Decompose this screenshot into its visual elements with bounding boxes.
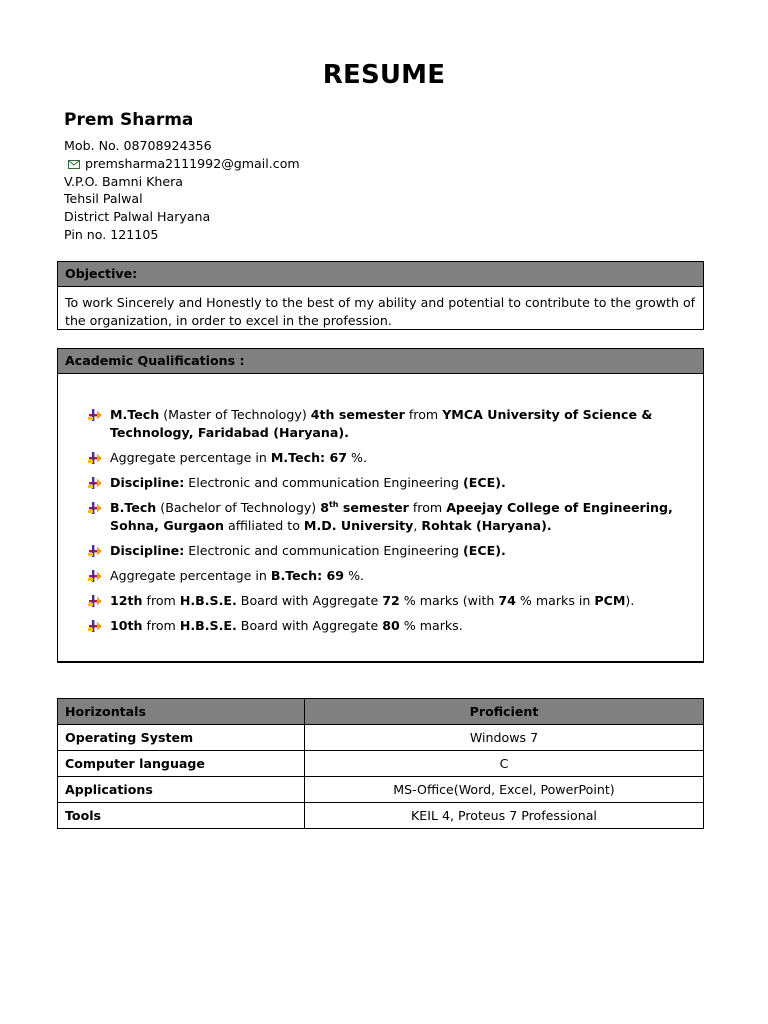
qualification-text: M.Tech: 67 (270, 450, 347, 465)
qualification-text: from (408, 500, 447, 515)
qualification-text: Electronic and communication Engineering (184, 543, 463, 558)
resume-title: RESUME (322, 60, 446, 90)
arrow-bullet-icon (88, 620, 102, 632)
qualification-item (88, 474, 689, 492)
arrow-bullet-icon (88, 452, 102, 464)
qualification-text: th (328, 499, 339, 509)
email-line (64, 155, 300, 173)
qualification-text: , (413, 518, 422, 533)
qualification-text: Discipline: (110, 543, 185, 558)
qualification-text: (Bachelor of Technology) (156, 500, 321, 515)
arrow-bullet-icon (88, 477, 102, 489)
row-value: C (305, 751, 704, 777)
qualification-text: (ECE). (463, 543, 506, 558)
qualification-text: semester (338, 500, 409, 515)
table-header-row (58, 699, 704, 725)
header-horizontals: Horizontals (58, 699, 305, 725)
qualification-text: % marks. (399, 618, 463, 633)
row-label: Computer language (58, 751, 305, 777)
academic-heading: Academic Qualifications : (58, 349, 703, 374)
arrow-bullet-icon (88, 595, 102, 607)
mobile-number: Mob. No. 08708924356 (64, 138, 212, 153)
qualification-text: %. (347, 450, 367, 465)
qualification-text: % marks (with (399, 593, 499, 608)
qualification-text: Discipline: (110, 475, 185, 490)
row-label: Applications (58, 777, 305, 803)
address-line-4: Pin no. 121105 (64, 226, 159, 242)
qualification-item (88, 542, 689, 560)
qualification-text: affiliated to (223, 518, 304, 533)
qualification-list (88, 406, 689, 642)
candidate-name: Prem Sharma (64, 110, 194, 130)
qualification-item (88, 449, 689, 467)
qualification-text: Aggregate percentage in (110, 450, 271, 465)
qualification-text: 74 (498, 593, 516, 608)
qualification-text: M.D. University (303, 518, 414, 533)
qualification-text: (Master of Technology) (159, 407, 311, 422)
skills-table (57, 698, 704, 829)
qualification-text: ). (625, 593, 635, 608)
qualification-text: 4th semester (310, 407, 405, 422)
row-label: Tools (58, 803, 305, 829)
envelope-icon (68, 160, 80, 169)
qualification-item (88, 406, 689, 442)
qualification-text: % marks in (515, 593, 595, 608)
qualification-text: Apeejay College of Engineering, Sohna, Gurgaon (110, 500, 673, 533)
header-proficient: Proficient (305, 699, 704, 725)
qualification-text: PCM (594, 593, 626, 608)
qualification-text: B.Tech (110, 500, 157, 515)
qualification-text: Board with Aggregate (236, 618, 383, 633)
qualification-text: H.B.S.E. (179, 618, 237, 633)
address-line-1: V.P.O. Bamni Khera (64, 173, 184, 189)
row-value: KEIL 4, Proteus 7 Professional (305, 803, 704, 829)
qualification-text: M.Tech (110, 407, 160, 422)
qualification-item (88, 617, 689, 635)
arrow-bullet-icon (88, 545, 102, 557)
academic-section (57, 348, 704, 663)
qualification-text: 10th (110, 618, 143, 633)
table-row (58, 777, 704, 803)
arrow-bullet-icon (88, 502, 102, 514)
qualification-item (88, 499, 689, 535)
objective-section (57, 261, 704, 330)
table-row (58, 751, 704, 777)
arrow-bullet-icon (88, 570, 102, 582)
qualification-item (88, 567, 689, 585)
qualification-text: from (404, 407, 443, 422)
qualification-text: 80 (382, 618, 400, 633)
qualification-text: B.Tech: 69 (270, 568, 345, 583)
address-line-3: District Palwal Haryana (64, 209, 211, 225)
address-line-2: Tehsil Palwal (64, 191, 143, 207)
qualification-text: Aggregate percentage in (110, 568, 271, 583)
table-row (58, 725, 704, 751)
row-label: Operating System (58, 725, 305, 751)
contact-block (64, 137, 300, 244)
qualification-text: H.B.S.E. (179, 593, 237, 608)
qualification-text: 12th (110, 593, 143, 608)
objective-text: To work Sincerely and Honestly to the best of my ability and potential to contribute to the growth of the organization, in order to excel in the profession. (65, 295, 696, 328)
arrow-bullet-icon (88, 409, 102, 421)
qualification-item (88, 592, 689, 610)
qualification-text: 72 (382, 593, 400, 608)
qualification-text: (ECE). (463, 475, 506, 490)
email-address: premsharma2111992@gmail.com (85, 155, 300, 171)
qualification-text: from (142, 618, 180, 633)
qualification-text: Rohtak (Haryana). (421, 518, 552, 533)
qualification-text: 8 (320, 500, 329, 515)
qualification-text: from (142, 593, 180, 608)
qualification-text: Electronic and communication Engineering (184, 475, 463, 490)
table-row (58, 803, 704, 829)
qualification-text: %. (344, 568, 365, 583)
row-value: MS-Office(Word, Excel, PowerPoint) (305, 777, 704, 803)
objective-heading: Objective: (58, 262, 703, 287)
qualification-text: YMCA University of Science & Technology, Faridabad (Haryana). (110, 407, 653, 440)
qualification-text: Board with Aggregate (236, 593, 383, 608)
row-value: Windows 7 (305, 725, 704, 751)
